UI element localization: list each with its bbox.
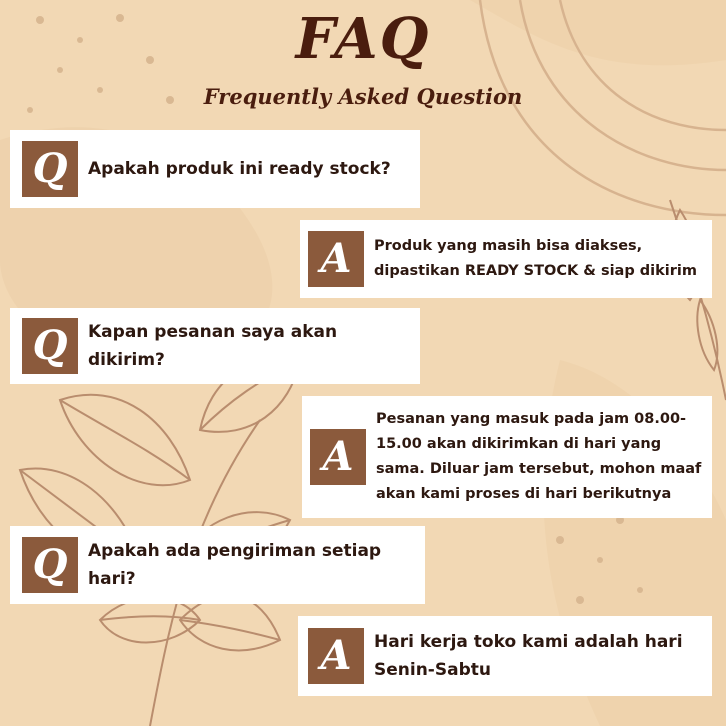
answer-text-2: Pesanan yang masuk pada jam 08.00-15.00 akan dikirimkan di hari yang sama. Diluar jam tersebut, mohon maaf akan kami proses di hari berikutnya [376, 411, 702, 502]
answer-card-1 [300, 220, 712, 298]
question-badge-icon: Q [22, 537, 78, 593]
answer-text-1: Produk yang masih bisa diakses, dipastikan READY STOCK & siap dikirim [374, 238, 697, 279]
answer-card-2 [302, 396, 712, 518]
question-text-1: Apakah produk ini ready stock? [88, 159, 391, 179]
page-subtitle: Frequently Asked Question [203, 84, 523, 109]
answer-badge-icon: A [308, 231, 364, 287]
question-badge-icon: Q [22, 141, 78, 197]
page-title: FAQ [295, 6, 431, 72]
answer-card-3 [298, 616, 712, 696]
question-card-3 [10, 526, 425, 604]
question-badge-icon: Q [22, 318, 78, 374]
question-text-2: Kapan pesanan saya akan dikirim? [88, 322, 338, 370]
question-card-1 [10, 130, 420, 208]
question-card-2 [10, 308, 420, 384]
answer-badge-icon: A [310, 429, 366, 485]
question-text-3: Apakah ada pengiriman setiap hari? [88, 541, 382, 589]
answer-badge-icon: A [308, 628, 364, 684]
answer-text-3: Hari kerja toko kami adalah hari Senin-Sabtu [374, 632, 683, 680]
